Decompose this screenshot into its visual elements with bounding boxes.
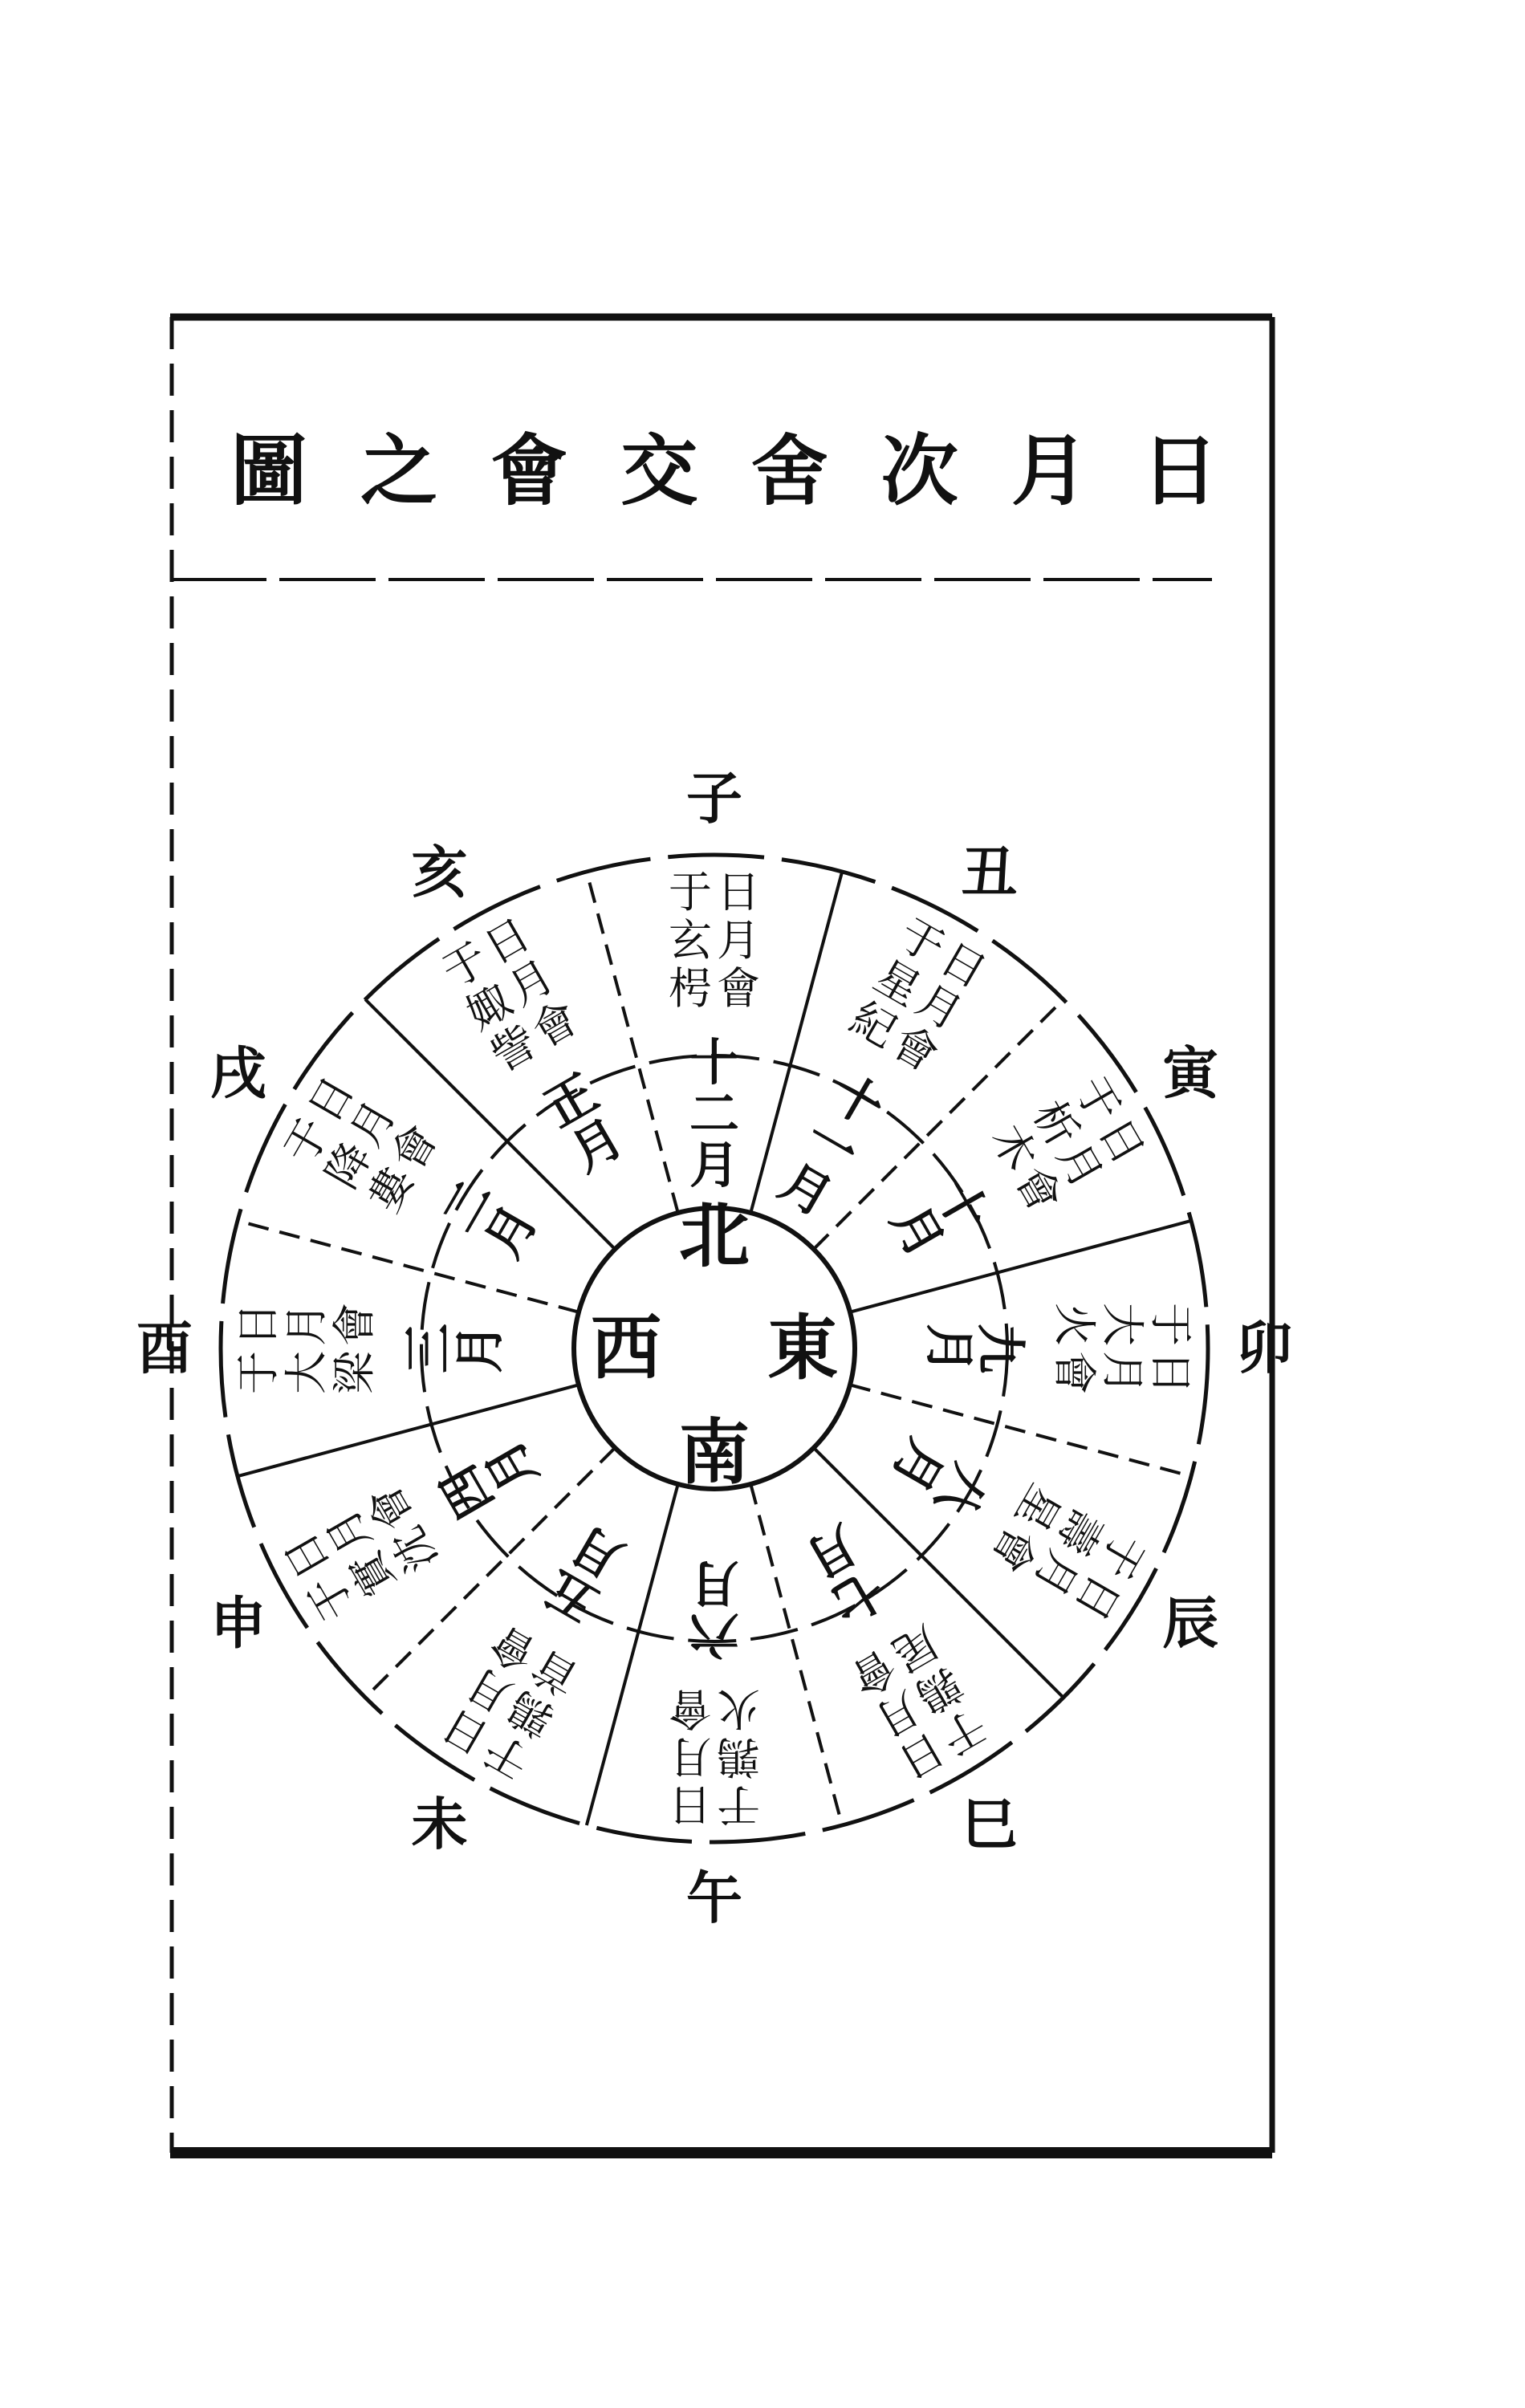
sector-text-char: 玄	[669, 915, 712, 966]
month-char: 三	[399, 1323, 458, 1374]
month-char: 月	[770, 1151, 843, 1228]
month-label	[535, 1514, 633, 1634]
title-character: 次	[880, 425, 958, 516]
sector-text-char: 日	[669, 1780, 712, 1830]
title-character: 日	[1141, 425, 1218, 516]
sector-entry	[1049, 1303, 1196, 1394]
month-char: 月	[795, 1514, 868, 1590]
month-label	[429, 1430, 549, 1527]
branch-label: 卯	[1236, 1315, 1292, 1381]
sector-entry	[274, 1476, 447, 1629]
branch-label: 酉	[136, 1315, 193, 1381]
month-char: 七	[821, 1558, 894, 1634]
sector-text-char: 婁	[357, 1157, 424, 1221]
month-char: 月	[689, 1554, 740, 1613]
month-label	[880, 1430, 1000, 1527]
month-char: 十	[821, 1063, 894, 1139]
month-char: 八	[924, 1455, 1000, 1528]
sector-text-char: 訾	[482, 1015, 545, 1082]
sector-text-char: 月	[908, 974, 971, 1040]
sector-text-char: 會	[482, 1615, 545, 1682]
month-label	[399, 1324, 509, 1373]
branch-labels	[136, 765, 1292, 1931]
sector-text-char: 降	[315, 1133, 382, 1197]
sector-entry	[842, 1616, 994, 1788]
branch-label: 未	[411, 1791, 468, 1858]
month-char: 月	[920, 1323, 978, 1374]
sector-text-char: 會	[669, 1683, 712, 1734]
sector-text-char: 月	[669, 1731, 712, 1782]
sector-text-char: 于	[475, 1723, 539, 1789]
sector-text-char: 于	[717, 1780, 760, 1830]
sector-text-char: 鶉	[908, 1657, 971, 1723]
sector-text-char: 日	[890, 1723, 954, 1789]
month-char: 四	[429, 1455, 505, 1528]
branch-label: 亥	[411, 838, 468, 905]
title-character: 之	[360, 425, 438, 516]
sector-text-char: 壽	[1047, 1500, 1113, 1564]
title-character: 會	[490, 425, 568, 516]
sector-text-char: 會	[357, 1476, 424, 1540]
sector-text-char: 月	[281, 1303, 331, 1346]
sector-entry	[669, 867, 760, 1014]
sector-entry	[842, 909, 994, 1081]
month-char: 月	[560, 1107, 633, 1183]
sector-text-char: 木	[981, 1116, 1047, 1179]
month-char: 五	[535, 1558, 608, 1634]
month-char: 月	[560, 1514, 633, 1590]
sector-text-char: 會	[1049, 1351, 1100, 1394]
month-char: 十	[689, 1033, 740, 1092]
month-char: 十	[924, 1169, 1000, 1242]
sector-text-char: 于	[433, 932, 497, 999]
sector-text-char: 于	[298, 1566, 364, 1629]
direction-south: 南	[678, 1410, 750, 1494]
sector-text-char: 鶉	[717, 1731, 760, 1782]
direction-west: 西	[590, 1306, 662, 1389]
sector-entry	[434, 1616, 587, 1788]
branch-label: 申	[209, 1589, 266, 1657]
month-char: 六	[689, 1605, 740, 1664]
title-character: 月	[1011, 425, 1088, 516]
sector-text-char: 會	[523, 991, 587, 1058]
sector-entry	[233, 1303, 380, 1394]
branch-label: 丑	[961, 838, 1018, 905]
sector-text-char: 大	[1097, 1303, 1148, 1346]
sector-dividers	[238, 872, 1191, 1825]
sector-text-char: 于	[890, 908, 954, 974]
sector-text-char: 月	[458, 1657, 521, 1723]
sector-text-char: 沈	[381, 1518, 448, 1581]
sector-text-char: 尾	[884, 1615, 947, 1682]
title-character: 舍	[750, 425, 828, 516]
month-label	[770, 1063, 893, 1227]
sector-text-char: 日	[433, 1698, 497, 1765]
sector-text-char: 火	[717, 1683, 760, 1734]
sector-entry	[274, 1068, 447, 1221]
sector-text-char: 日	[1088, 1109, 1155, 1173]
sector-text-char: 會	[381, 1116, 448, 1179]
sector-text-char: 實	[340, 1542, 406, 1605]
sector-text-char: 會	[884, 1015, 947, 1082]
sector-text-char: 日	[1064, 1566, 1131, 1629]
sector-text-char: 星	[1005, 1476, 1072, 1540]
month-label	[880, 1169, 1000, 1267]
sector-text-char: 火	[1049, 1303, 1100, 1346]
sector-text-char: 析	[1023, 1092, 1089, 1155]
sector-entry	[982, 1068, 1154, 1221]
direction-east: 東	[767, 1306, 839, 1389]
month-char: 月	[689, 1136, 740, 1194]
month-label	[689, 1554, 739, 1664]
month-char: 正	[535, 1063, 608, 1139]
sector-text-char: 日	[932, 932, 995, 999]
month-char: 月	[450, 1323, 509, 1374]
sector-text-char: 于	[233, 1351, 283, 1394]
branch-label: 辰	[1162, 1589, 1219, 1657]
month-label	[535, 1063, 633, 1183]
sector-text-char: 于	[932, 1698, 995, 1765]
sector-text-char: 月	[1047, 1133, 1113, 1197]
sector-text-char: 會	[717, 963, 760, 1014]
branch-label: 戌	[209, 1039, 266, 1107]
title-character: 交	[620, 425, 698, 516]
sector-text-char: 日	[475, 908, 539, 974]
sector-text-char: 鶉	[499, 1681, 563, 1747]
sector-text-char: 大	[281, 1351, 331, 1394]
sector-text-char: 日	[717, 867, 760, 917]
sector-text-char: 月	[499, 950, 563, 1016]
sector-text-char: 會	[842, 1639, 905, 1706]
month-char: 二	[429, 1169, 505, 1242]
sector-text-char: 月	[1097, 1351, 1148, 1394]
sector-text-char: 于	[274, 1109, 340, 1173]
sector-text-char: 星	[866, 950, 929, 1016]
sector-text-char: 日	[298, 1068, 364, 1131]
sector-text-char: 枵	[669, 963, 712, 1014]
sector-text-char: 會	[329, 1303, 380, 1346]
sector-text-char: 于	[1145, 1303, 1196, 1346]
sector-text-char: 月	[315, 1500, 382, 1564]
sector-text-char: 紀	[842, 991, 905, 1058]
month-char: 月	[473, 1430, 549, 1503]
sector-text-char: 于	[1064, 1068, 1131, 1131]
sector-entry	[669, 1683, 760, 1830]
sector-text-char: 于	[669, 867, 712, 917]
branch-label: 子	[686, 765, 742, 832]
page-title	[230, 425, 1218, 516]
sector-text-char: 娵	[458, 974, 521, 1040]
direction-north: 北	[678, 1194, 750, 1277]
month-char: 月	[880, 1194, 956, 1267]
branch-label: 巳	[961, 1791, 1018, 1858]
sector-text-char: 日	[1145, 1351, 1196, 1394]
month-label	[795, 1514, 893, 1634]
sector-text-char: 梁	[329, 1351, 380, 1394]
sector-text-char: 月	[717, 915, 760, 966]
sector-text-char: 會	[1005, 1157, 1072, 1221]
sector-text-char: 會	[981, 1518, 1047, 1581]
title-character: 圖	[230, 425, 307, 516]
sector-text-char: 月	[340, 1092, 406, 1155]
month-label	[429, 1169, 549, 1267]
month-char: 一	[795, 1107, 868, 1183]
month-label	[689, 1033, 739, 1194]
sector-text-char: 于	[1088, 1524, 1155, 1588]
sector-text-char: 日	[274, 1524, 340, 1588]
month-char: 九	[971, 1323, 1030, 1374]
branch-label: 午	[686, 1865, 742, 1931]
sector-text-char: 首	[523, 1639, 587, 1706]
sector-entry	[434, 909, 587, 1081]
month-char: 月	[473, 1194, 549, 1267]
branch-label: 寅	[1162, 1039, 1219, 1107]
month-char: 月	[880, 1430, 956, 1503]
month-label	[920, 1324, 1030, 1373]
sector-text-char: 月	[1023, 1542, 1089, 1605]
sector-entry	[982, 1476, 1154, 1629]
month-char: 二	[689, 1084, 740, 1143]
sector-text-char: 月	[866, 1681, 929, 1747]
sector-text-char: 日	[233, 1303, 283, 1346]
